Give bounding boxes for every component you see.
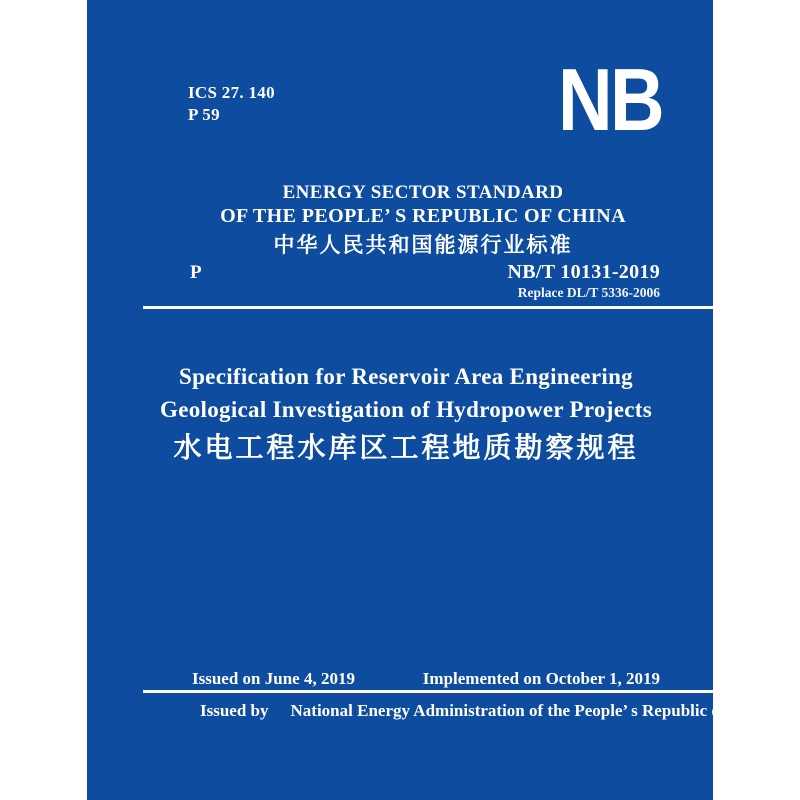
header-line-zh: 中华人民共和国能源行业标准	[273, 234, 573, 257]
standard-number: NB/T 10131-2019	[507, 261, 660, 283]
header-line-en-1: ENERGY SECTOR STANDARD	[282, 182, 564, 203]
ics-classification-block	[188, 82, 275, 126]
title-en-line-1: Specification for Reservoir Area Engineering	[179, 364, 633, 389]
implemented-on-date: Implemented on October 1, 2019	[422, 669, 660, 688]
issued-by-value: National Energy Administration of the People’ s Republic of China	[290, 701, 775, 720]
ics-code: ICS 27. 140	[188, 83, 275, 102]
standard-cover	[87, 0, 775, 800]
p-classification-code: P 59	[188, 105, 220, 124]
standard-header-block	[110, 181, 736, 259]
title-zh: 水电工程水库区工程地质勘察规程	[173, 433, 639, 464]
top-divider-line	[143, 306, 713, 309]
title-en-line-2: Geological Investigation of Hydropower Projects	[160, 397, 652, 422]
standard-title-block	[93, 360, 719, 466]
replaced-standard-note: Replace DL/T 5336-2006	[517, 285, 660, 300]
nb-logo: NB	[557, 50, 662, 149]
issued-by-row	[200, 701, 774, 721]
bottom-divider-line	[143, 690, 713, 693]
p-mark: P	[190, 262, 202, 283]
issued-on-date: Issued on June 4, 2019	[192, 669, 355, 688]
issued-by-label: Issued by	[200, 701, 269, 720]
header-line-en-2: OF THE PEOPLE’ S REPUBLIC OF CHINA	[220, 205, 626, 227]
